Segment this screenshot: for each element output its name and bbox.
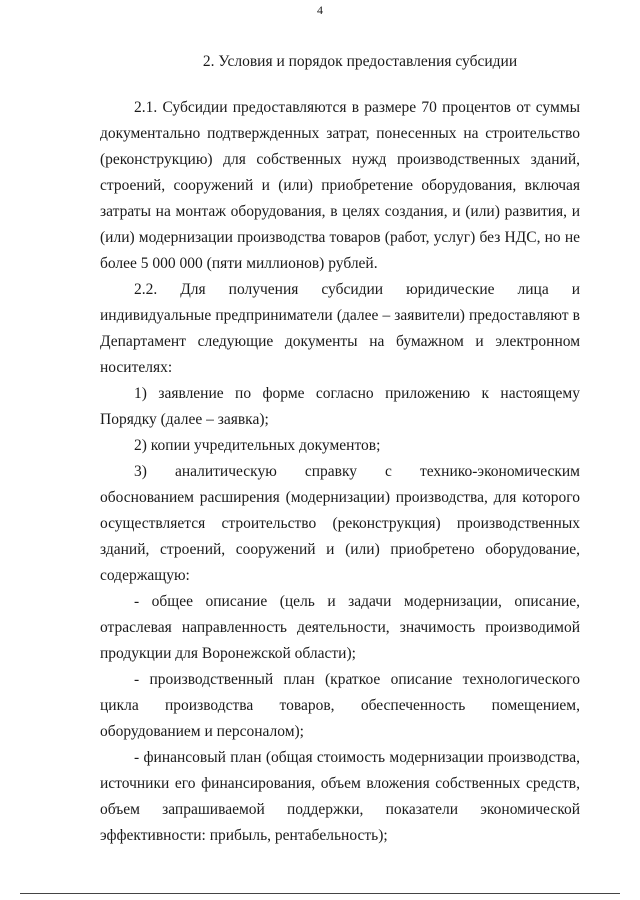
section-title: 2. Условия и порядок предоставления субсидии: [202, 53, 518, 70]
list-item-2: 2) копии учредительных документов;: [134, 437, 381, 454]
page-bottom-rule: [20, 893, 620, 894]
document-body: [100, 95, 580, 849]
paragraph-2-1: 2.1. Субсидии предоставляются в размере 70 процентов от суммы документально подтвержденных затрат, понесенных на строительство (реконструкцию) для собственных нужд производственных зданий, строений, сооружений и (или) приобретение оборудования, включая затраты на монтаж оборудования, в целях создания, и (или) развития, и (или) модернизации производства товаров (работ, услуг) без НДС, но не более 5 000 000 (пяти миллионов) рублей.: [100, 99, 580, 272]
page-number: 4: [317, 3, 323, 17]
paragraph-2-2: 2.2. Для получения субсидии юридические лица и индивидуальные предприниматели (далее – заявители) предоставляют в Департамент следующие документы на бумажном и электронном носителях:: [100, 281, 580, 376]
sub-item-general-description: - общее описание (цель и задачи модернизации, описание, отраслевая направленность деятельности, значимость производимой продукции для Воронежской области);: [100, 593, 580, 662]
list-item-1: 1) заявление по форме согласно приложению к настоящему Порядку (далее – заявка);: [100, 385, 580, 428]
list-item-3: 3) аналитическую справку с технико-экономическим обоснованием расширения (модернизации) производства, для которого осуществляется строительство (реконструкция) производственных зданий, строений, сооружений и (или) приобретено оборудование, содержащую:: [100, 463, 580, 584]
sub-item-financial-plan: - финансовый план (общая стоимость модернизации производства, источники его финансирования, объем вложения собственных средств, объем запрашиваемой поддержки, показатели экономической эффективности: прибыль, рентабельность);: [100, 749, 580, 844]
sub-item-production-plan: - производственный план (краткое описание технологического цикла производства товаров, обеспеченность помещением, оборудованием и персоналом);: [100, 671, 580, 740]
